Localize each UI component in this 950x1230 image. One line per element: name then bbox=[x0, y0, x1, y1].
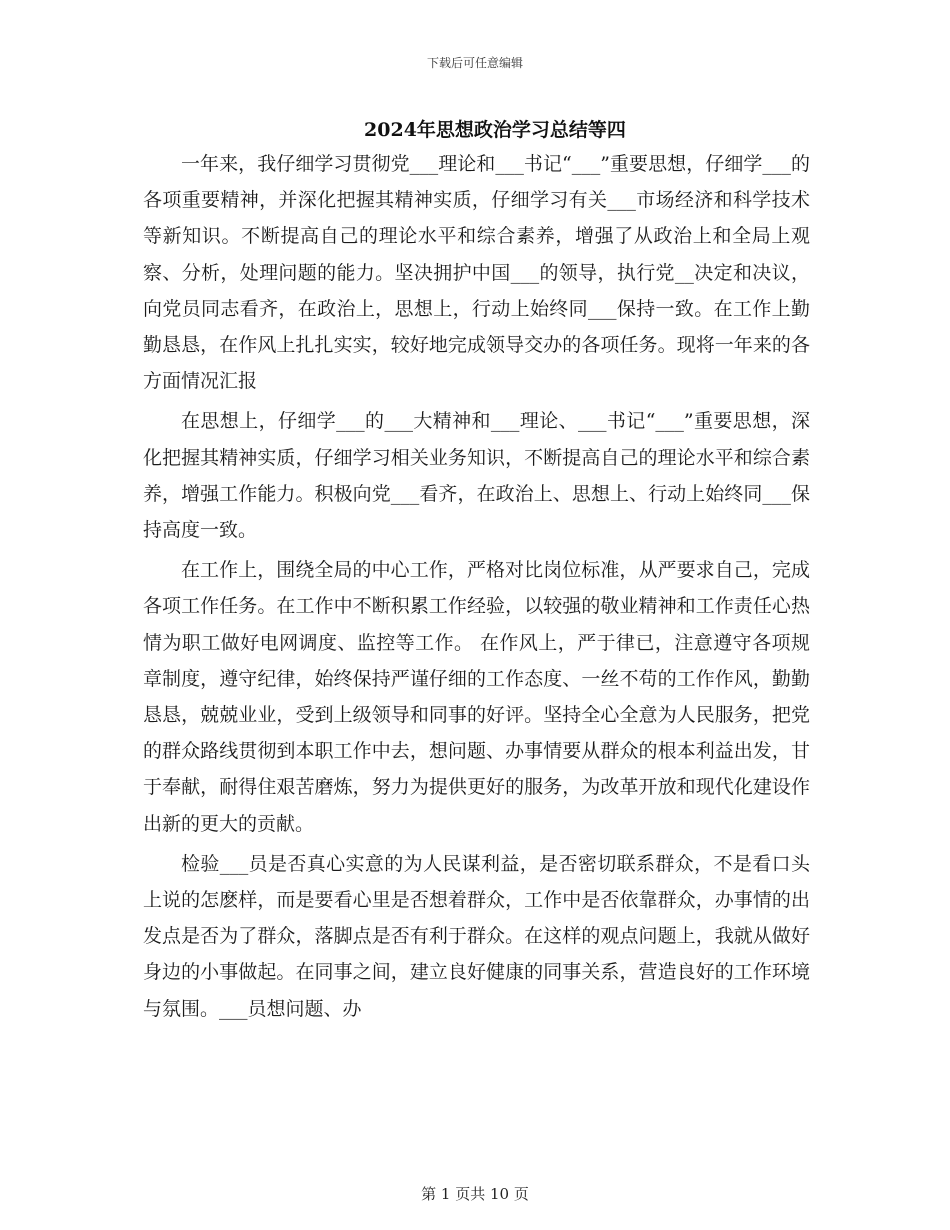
document-body bbox=[143, 146, 810, 1031]
paragraph-1: 一年来，我仔细学习贯彻党___理论和___书记“___”重要思想，仔细学___的各项重要精神，并深化把握其精神实质，仔细学习有关___市场经济和科学技术等新知识。不断提高自己的理论水平和综合素养，增强了从政治上和全局上观察、分析，处理问题的能力。坚决拥护中国___的领导，执行党__决定和决议，向党员同志看齐，在政治上，思想上，行动上始终同___保持一致。在工作上勤勤恳恳，在作风上扎扎实实，较好地完成领导交办的各项任务。现将一年来的各方面情况汇报 bbox=[143, 153, 810, 393]
document-title: 2024年思想政治学习总结等四 bbox=[364, 119, 626, 141]
paragraph-4: 检验___员是否真心实意的为人民谋利益，是否密切联系群众，不是看口头上说的怎麽样，而是要看心里是否想着群众，工作中是否依靠群众，办事情的出发点是否为了群众，落脚点是否有利于群众。在这样的观点问题上，我就从做好身边的小事做起。在同事之间，建立良好健康的同事关系，营造良好的工作环境与氛围。___员想问题、办 bbox=[143, 852, 810, 1020]
paragraph-3: 在工作上，围绕全局的中心工作，严格对比岗位标准，从严要求自己，完成各项工作任务。在工作中不断积累工作经验，以较强的敬业精神和工作责任心热情为职工做好电网调度、监控等工作。 在作风上，严于律已，注意遵守各项规章制度，遵守纪律，始终保持严谨仔细的工作态度、一丝不苟的工作作风，勤勤恳恳，兢兢业业，受到上级领导和同事的好评。坚持全心全意为人民服务，把党的群众路线贯彻到本职工作中去，想问题、办事情要从群众的根本利益出发，甘于奉献，耐得住艰苦磨炼，努力为提供更好的服务，为改革开放和现代化建设作出新的更大的贡献。 bbox=[143, 559, 810, 835]
paragraph-2: 在思想上，仔细学___的___大精神和___理论、___书记“___”重要思想，深化把握其精神实质，仔细学习相关业务知识，不断提高自己的理论水平和综合素养，增强工作能力。积极向党___看齐，在政治上、思想上、行动上始终同___保持高度一致。 bbox=[143, 410, 810, 542]
header-note: 下载后可任意编辑 bbox=[426, 56, 523, 70]
page-number-footer: 第 1 页共 10 页 bbox=[421, 1185, 529, 1203]
